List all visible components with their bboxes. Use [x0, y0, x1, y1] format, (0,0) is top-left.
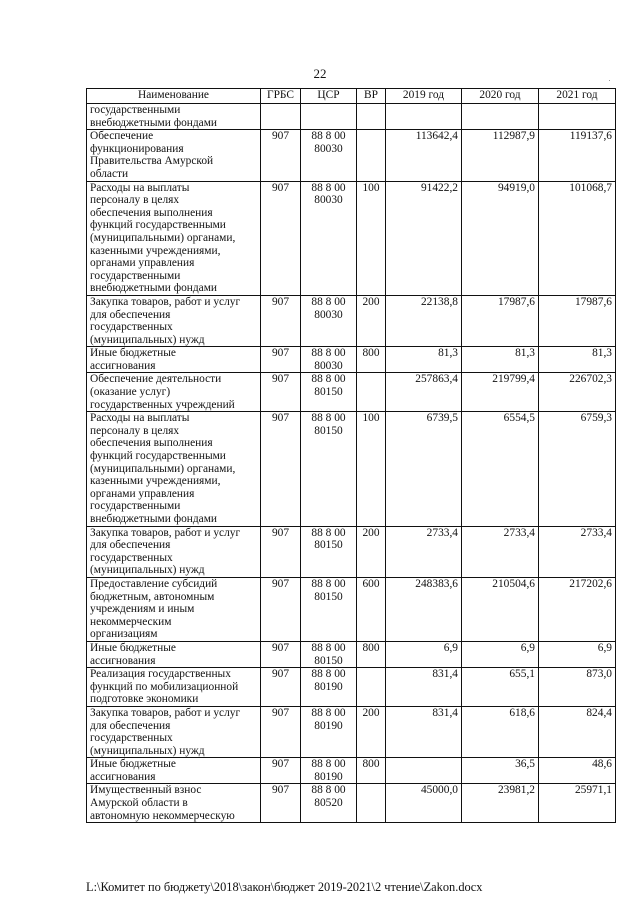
row-y2019: 45000,0	[386, 784, 462, 823]
row-vr	[357, 104, 386, 130]
row-vr: 200	[357, 706, 386, 757]
row-grbs: 907	[261, 412, 301, 526]
name-line: ассигнования	[90, 770, 156, 783]
row-grbs: 907	[261, 181, 301, 295]
csr-line: 80030	[314, 308, 343, 321]
csr-line: 88 8 00	[311, 758, 346, 771]
row-vr	[357, 668, 386, 707]
row-y2019: 113642,4	[386, 130, 462, 181]
row-y2021: 17987,6	[539, 295, 616, 346]
row-name	[87, 706, 261, 757]
row-y2020: 210504,6	[462, 577, 539, 641]
row-vr: 600	[357, 577, 386, 641]
table-row	[87, 668, 616, 707]
row-y2021: 119137,6	[539, 130, 616, 181]
csr-line: 80150	[314, 590, 343, 603]
row-csr	[301, 758, 357, 784]
row-y2020: 2733,4	[462, 526, 539, 577]
csr-line: 80520	[314, 797, 343, 810]
name-line: (муниципальными) органами,	[90, 462, 236, 475]
csr-line: 88 8 00	[311, 526, 346, 539]
csr-line: 80190	[314, 680, 343, 693]
name-line: (муниципальными) органами,	[90, 231, 236, 244]
row-name	[87, 295, 261, 346]
name-line: подготовке экономики	[90, 693, 199, 706]
row-vr: 200	[357, 295, 386, 346]
row-y2021: 873,0	[539, 668, 616, 707]
row-y2021: 101068,7	[539, 181, 616, 295]
name-line: персоналу в целях	[90, 424, 180, 437]
row-y2021: 48,6	[539, 758, 616, 784]
csr-line: 88 8 00	[311, 577, 346, 590]
row-y2021: 25971,1	[539, 784, 616, 823]
row-grbs: 907	[261, 373, 301, 412]
name-line: обеспечения выполнения	[90, 206, 213, 219]
row-csr	[301, 373, 357, 412]
table-row	[87, 706, 616, 757]
row-grbs: 907	[261, 668, 301, 707]
name-line: функций государственными	[90, 450, 226, 463]
row-y2019: 81,3	[386, 347, 462, 373]
name-line: государственных	[90, 732, 173, 745]
table-row	[87, 577, 616, 641]
name-line: (муниципальных) нужд	[90, 333, 205, 346]
row-y2021: 6759,3	[539, 412, 616, 526]
scan-speck	[609, 80, 610, 81]
row-vr	[357, 373, 386, 412]
row-y2020: 112987,9	[462, 130, 539, 181]
row-csr	[301, 181, 357, 295]
table-row	[87, 104, 616, 130]
name-line: Реализация государственных	[90, 668, 231, 681]
row-vr: 100	[357, 412, 386, 526]
name-line: для обеспечения	[90, 539, 171, 552]
row-csr	[301, 526, 357, 577]
name-line: для обеспечения	[90, 719, 171, 732]
csr-line: 80030	[314, 359, 343, 372]
name-line: персоналу в целях	[90, 194, 180, 207]
name-line: Обеспечение	[90, 130, 154, 143]
row-name	[87, 784, 261, 823]
name-line: Имущественный взнос	[90, 784, 202, 797]
name-line: области	[90, 167, 129, 180]
table-header-row	[87, 89, 616, 104]
name-line: государственными	[90, 104, 181, 116]
row-y2020	[462, 104, 539, 130]
header-name: Наименование	[87, 89, 261, 104]
csr-line: 88 8 00	[311, 784, 346, 797]
row-grbs: 907	[261, 784, 301, 823]
row-grbs: 907	[261, 295, 301, 346]
csr-line: 88 8 00	[311, 412, 346, 425]
name-line: автономную некоммерческую	[90, 809, 235, 822]
name-line: некоммерческим	[90, 615, 172, 628]
name-line: Закупка товаров, работ и услуг	[90, 526, 241, 539]
row-name	[87, 412, 261, 526]
name-line: (оказание услуг)	[90, 386, 171, 399]
csr-line: 88 8 00	[311, 641, 346, 654]
row-y2020: 618,6	[462, 706, 539, 757]
name-line: функционирования	[90, 142, 184, 155]
name-line: (муниципальных) нужд	[90, 744, 205, 757]
csr-line: 80150	[314, 539, 343, 552]
name-line: для обеспечения	[90, 308, 171, 321]
row-y2019	[386, 104, 462, 130]
name-line: Расходы на выплаты	[90, 412, 190, 425]
row-csr	[301, 295, 357, 346]
row-name	[87, 347, 261, 373]
table-row	[87, 373, 616, 412]
name-line: Иные бюджетные	[90, 758, 176, 771]
name-line: государственными	[90, 500, 181, 513]
row-y2019: 831,4	[386, 668, 462, 707]
row-name	[87, 104, 261, 130]
name-line: государственными	[90, 269, 181, 282]
row-y2021: 824,4	[539, 706, 616, 757]
csr-line: 80150	[314, 386, 343, 399]
csr-line: 88 8 00	[311, 373, 346, 386]
row-vr	[357, 130, 386, 181]
row-y2019	[386, 758, 462, 784]
row-y2021	[539, 104, 616, 130]
csr-line: 80030	[314, 142, 343, 155]
name-line: государственных	[90, 551, 173, 564]
name-line: казенными учреждениями,	[90, 475, 221, 488]
name-line: Закупка товаров, работ и услуг	[90, 295, 241, 308]
table-row	[87, 758, 616, 784]
row-y2020: 6,9	[462, 641, 539, 667]
name-line: (муниципальных) нужд	[90, 564, 205, 577]
csr-line: 80190	[314, 719, 343, 732]
name-line: ассигнования	[90, 359, 156, 372]
row-vr: 200	[357, 526, 386, 577]
name-line: органами управления	[90, 487, 195, 500]
row-name	[87, 577, 261, 641]
row-csr	[301, 104, 357, 130]
row-y2020: 17987,6	[462, 295, 539, 346]
file-path-footer: L:\Комитет по бюджету\2018\закон\бюджет 2019-2021\2 чтение\Zakon.docx	[86, 880, 483, 894]
name-line: Правительства Амурской	[90, 155, 214, 168]
csr-line: 88 8 00	[311, 181, 346, 194]
csr-line: 80190	[314, 770, 343, 783]
name-line: организациям	[90, 628, 158, 641]
row-vr: 800	[357, 641, 386, 667]
row-y2021: 2733,4	[539, 526, 616, 577]
row-name	[87, 641, 261, 667]
name-line: Предоставление субсидий	[90, 577, 218, 590]
csr-line: 88 8 00	[311, 668, 346, 681]
name-line: казенными учреждениями,	[90, 244, 221, 257]
row-y2019: 248383,6	[386, 577, 462, 641]
row-vr: 800	[357, 347, 386, 373]
name-line: Расходы на выплаты	[90, 181, 190, 194]
name-line: Закупка товаров, работ и услуг	[90, 706, 241, 719]
table-row	[87, 347, 616, 373]
table-row	[87, 295, 616, 346]
row-y2020: 36,5	[462, 758, 539, 784]
row-vr	[357, 784, 386, 823]
row-grbs: 907	[261, 577, 301, 641]
row-csr	[301, 641, 357, 667]
csr-line: 88 8 00	[311, 347, 346, 360]
row-y2019: 2733,4	[386, 526, 462, 577]
row-grbs: 907	[261, 347, 301, 373]
csr-line: 88 8 00	[311, 295, 346, 308]
row-y2019: 22138,8	[386, 295, 462, 346]
row-vr: 100	[357, 181, 386, 295]
row-grbs: 907	[261, 130, 301, 181]
table-row	[87, 181, 616, 295]
table-row	[87, 784, 616, 823]
table-row	[87, 641, 616, 667]
row-csr	[301, 706, 357, 757]
name-line: государственных учреждений	[90, 398, 235, 411]
name-line: органами управления	[90, 257, 195, 270]
header-grbs: ГРБС	[261, 89, 301, 104]
table-row	[87, 526, 616, 577]
name-line: функций государственными	[90, 219, 226, 232]
row-name	[87, 373, 261, 412]
row-y2020: 23981,2	[462, 784, 539, 823]
name-line: Иные бюджетные	[90, 641, 176, 654]
row-csr	[301, 347, 357, 373]
name-line: государственных	[90, 321, 173, 334]
row-y2020: 655,1	[462, 668, 539, 707]
name-line: учреждениям и иным	[90, 603, 195, 616]
row-y2020: 6554,5	[462, 412, 539, 526]
header-csr: ЦСР	[301, 89, 357, 104]
row-name	[87, 758, 261, 784]
row-grbs: 907	[261, 706, 301, 757]
csr-line: 80150	[314, 654, 343, 667]
row-y2019: 6,9	[386, 641, 462, 667]
row-csr	[301, 577, 357, 641]
header-2020: 2020 год	[462, 89, 539, 104]
name-line: бюджетным, автономным	[90, 590, 215, 603]
csr-line: 80150	[314, 424, 343, 437]
row-csr	[301, 784, 357, 823]
name-line: внебюджетными фондами	[90, 116, 218, 129]
page-number: 22	[313, 66, 327, 81]
row-y2019: 91422,2	[386, 181, 462, 295]
csr-line: 88 8 00	[311, 706, 346, 719]
row-vr: 800	[357, 758, 386, 784]
row-name	[87, 181, 261, 295]
budget-table	[86, 88, 616, 823]
name-line: обеспечения выполнения	[90, 437, 213, 450]
row-name	[87, 130, 261, 181]
row-y2021: 6,9	[539, 641, 616, 667]
row-grbs: 907	[261, 758, 301, 784]
row-grbs	[261, 104, 301, 130]
header-2019: 2019 год	[386, 89, 462, 104]
name-line: внебюджетными фондами	[90, 513, 218, 525]
row-name	[87, 526, 261, 577]
name-line: функций по мобилизационной	[90, 680, 239, 693]
name-line: внебюджетными фондами	[90, 282, 218, 295]
table-body	[87, 104, 616, 823]
row-y2021: 226702,3	[539, 373, 616, 412]
header-2021: 2021 год	[539, 89, 616, 104]
row-y2021: 217202,6	[539, 577, 616, 641]
row-grbs: 907	[261, 526, 301, 577]
row-csr	[301, 130, 357, 181]
table-row	[87, 130, 616, 181]
name-line: ассигнования	[90, 654, 156, 667]
row-y2020: 81,3	[462, 347, 539, 373]
row-csr	[301, 668, 357, 707]
table-row	[87, 412, 616, 526]
row-csr	[301, 412, 357, 526]
name-line: Обеспечение деятельности	[90, 373, 222, 386]
row-y2019: 6739,5	[386, 412, 462, 526]
row-y2020: 94919,0	[462, 181, 539, 295]
name-line: Иные бюджетные	[90, 347, 176, 360]
row-y2020: 219799,4	[462, 373, 539, 412]
csr-line: 88 8 00	[311, 130, 346, 143]
row-y2021: 81,3	[539, 347, 616, 373]
row-grbs: 907	[261, 641, 301, 667]
row-y2019: 831,4	[386, 706, 462, 757]
row-name	[87, 668, 261, 707]
name-line: Амурской области в	[90, 797, 188, 810]
header-vr: ВР	[357, 89, 386, 104]
row-y2019: 257863,4	[386, 373, 462, 412]
csr-line: 80030	[314, 194, 343, 207]
